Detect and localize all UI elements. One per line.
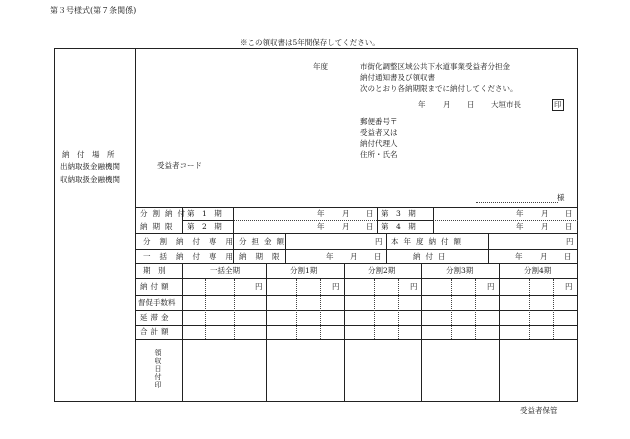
period-label: 期 別 [143,266,166,275]
due4-year: 年 [516,222,524,231]
due2-month: 月 [342,222,350,231]
due4-day: 日 [565,222,573,231]
lump-due-day: 日 [374,252,382,261]
form-number: 第３号様式(第７条関係) [50,6,137,15]
period-inst1: 分割1期 [290,266,318,275]
handling-bank-label: 出納取扱金融機関 [60,162,120,171]
installment-period-4: 第 4 期 [381,222,416,231]
this-year-amount-label: 本年度納付額 [391,237,466,246]
payment-amount-yen-2: 円 [410,282,418,291]
payment-amount-yen-4: 円 [565,282,573,291]
dunning-fee-label: 督促手数料 [138,298,176,307]
payment-place-label: 納 付 場 所 [62,150,115,159]
seal-label: 印 [554,100,562,109]
due3-year: 年 [516,209,524,218]
due3-day: 日 [565,209,573,218]
payment-date-year: 年 [515,252,523,261]
payment-amount-yen-3: 円 [487,282,495,291]
notice-line1: 市街化調整区域公共下水道事業受益者分担金 [360,62,510,71]
receiving-bank-label: 収納取扱金融機関 [60,175,120,184]
due4-month: 月 [541,222,549,231]
period-inst2: 分割2期 [368,266,396,275]
lump-due-date-label: 納期限 [239,252,289,261]
installment-period-3: 第 3 期 [381,209,416,218]
period-lump: 一括全期 [210,266,240,275]
fiscal-year-label: 年度 [313,62,328,71]
retention-note: ※この領収書は5年間保存してください。 [240,38,380,47]
payment-date-day: 日 [564,252,572,261]
burden-amount-yen: 円 [375,237,383,246]
notice-line2: 納付通知書及び領収書 [360,73,435,82]
notice-date-year: 年 [418,100,426,109]
late-fee-label: 延滞金 [140,313,172,322]
payment-date-month: 月 [540,252,548,261]
notice-line3: 次のとおり各納期限までに納付してください。 [360,84,518,93]
installment-period-1: 第 1 期 [187,209,222,218]
due2-day: 日 [366,222,374,231]
total-label: 合計額 [140,327,172,336]
period-inst3: 分割3期 [446,266,474,275]
due1-month: 月 [342,209,350,218]
receipt-stamp-label: 領収日付印 [154,349,162,389]
notice-date-day: 日 [467,100,475,109]
this-year-amount-yen: 円 [566,237,574,246]
notice-date-month: 月 [443,100,451,109]
burden-amount-label: 分担金額 [239,237,289,246]
due1-day: 日 [366,209,374,218]
beneficiary-code-label: 受益者コード [157,161,202,170]
split-slip-label: 分割納付専用 [143,237,242,246]
due3-month: 月 [541,209,549,218]
honorific: 様 [557,193,565,202]
agent-label: 納付代理人 [360,139,398,148]
beneficiary-label: 受益者又は [360,128,398,137]
installment-period-2: 第 2 期 [187,222,222,231]
lump-due-year: 年 [326,252,334,261]
mayor-label: 大垣市長 [491,100,521,109]
due1-year: 年 [317,209,325,218]
payment-amount-yen-1: 円 [332,282,340,291]
lump-slip-label: 一括納付専用 [143,252,242,261]
postal-label: 郵便番号〒 [360,117,398,126]
due2-year: 年 [317,222,325,231]
payment-date-label: 納付日 [413,252,451,261]
installment-label-top: 分割納付 [140,209,190,218]
period-inst4: 分割4期 [524,266,552,275]
payment-amount-label: 納付額 [140,282,172,291]
keep-note: 受益者保管 [520,406,558,415]
address-name-label: 住所・氏名 [360,150,398,159]
lump-due-month: 月 [350,252,358,261]
payment-amount-yen-lump: 円 [255,282,263,291]
installment-label-bottom: 納期限 [140,222,178,231]
